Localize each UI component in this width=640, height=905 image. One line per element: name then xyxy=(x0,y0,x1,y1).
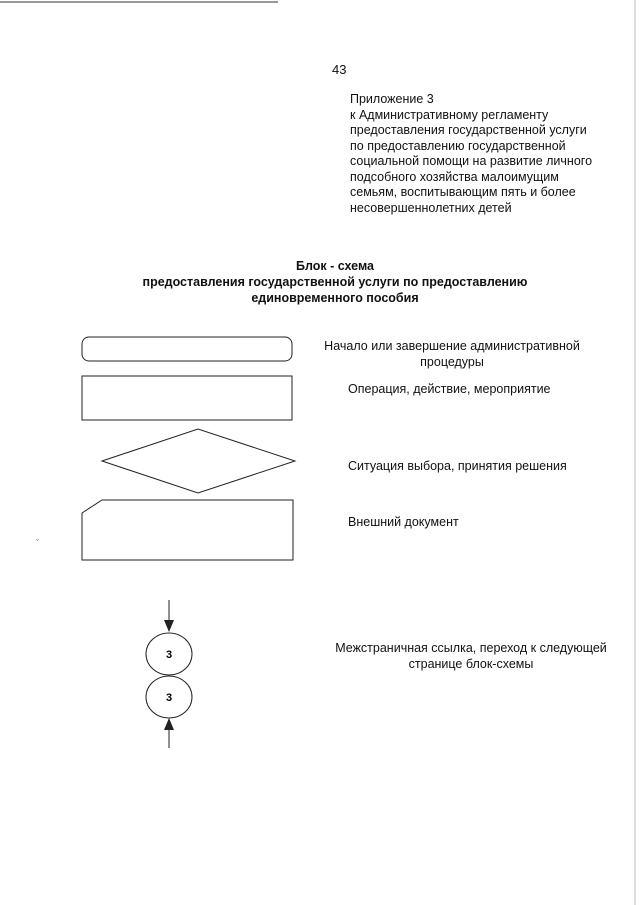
appendix-line: несовершеннолетних детей xyxy=(350,200,512,215)
legend-line: Начало или завершение административной xyxy=(324,339,580,353)
legend-decision-text: Ситуация выбора, принятия решения xyxy=(348,459,567,473)
legend-external-document-text: Внешний документ xyxy=(348,515,459,529)
appendix-line: подсобного хозяйства малоимущим xyxy=(350,169,559,184)
arrow-down-icon xyxy=(164,620,174,632)
appendix-line: предоставления государственной услуги xyxy=(350,123,587,137)
connector-label: 3 xyxy=(165,649,173,661)
page-number: 43 xyxy=(332,62,347,77)
process-shape xyxy=(82,376,292,420)
legend-connector-text xyxy=(326,640,616,672)
legend-start-end-text xyxy=(312,338,592,370)
title-line: Блок - схема xyxy=(295,259,374,273)
external-document-shape xyxy=(82,500,293,560)
title-line: предоставления государственной услуги по предоставлению xyxy=(142,275,528,289)
appendix-line: по предоставлению государственной xyxy=(350,138,566,153)
legend-line: странице блок-схемы xyxy=(408,657,534,671)
title-line: единовременного пособия xyxy=(251,291,419,305)
appendix-line: социальной помощи на развитие личного xyxy=(350,154,593,168)
connector-label: 3 xyxy=(165,692,173,704)
decision-shape xyxy=(102,429,295,493)
appendix-line: Приложение 3 xyxy=(350,92,434,106)
legend-line: процедуры xyxy=(420,355,484,369)
appendix-line: семьям, воспитывающим пять и более xyxy=(350,185,576,199)
legend-line: Межстраничная ссылка, переход к следующей xyxy=(335,641,607,655)
appendix-line: к Административному регламенту xyxy=(350,107,549,122)
scan-mark: ˇ xyxy=(36,538,39,548)
legend-operation-text: Операция, действие, мероприятие xyxy=(348,382,551,396)
terminator-shape xyxy=(82,337,292,361)
